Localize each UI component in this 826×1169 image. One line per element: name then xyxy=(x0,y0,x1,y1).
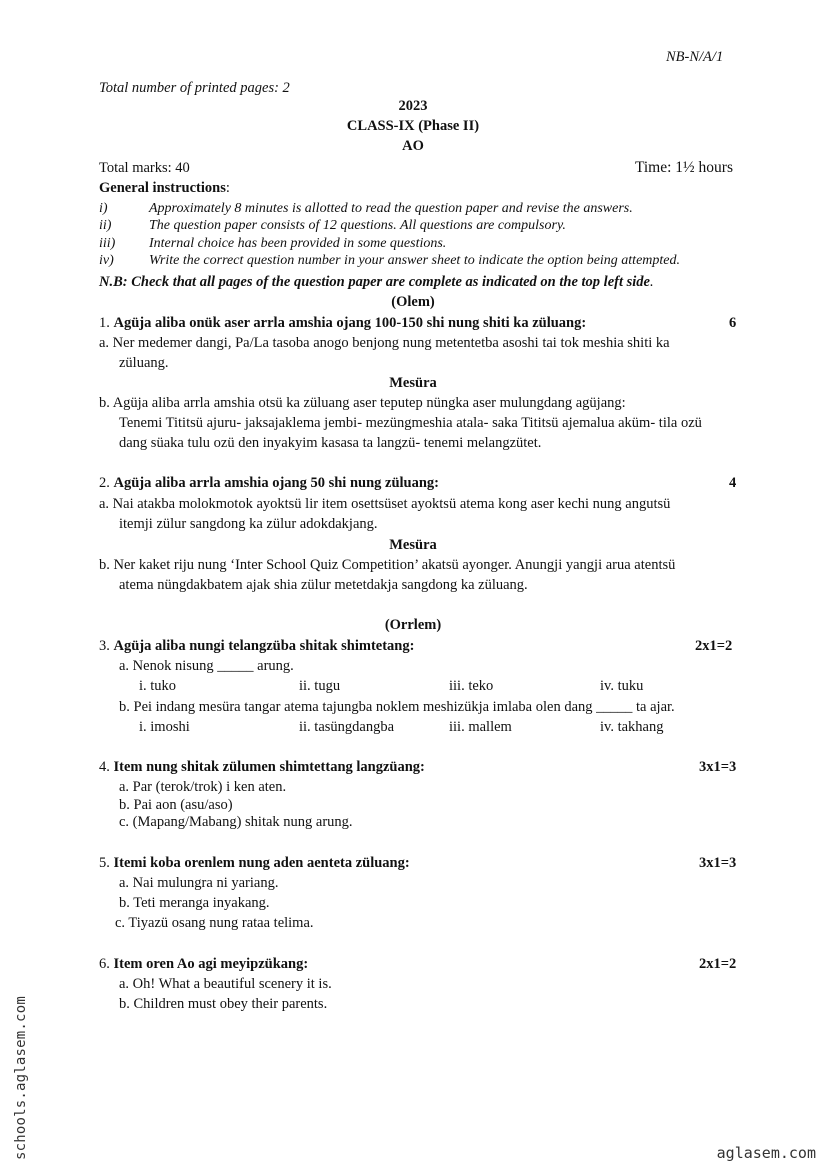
q5-item-b: b. Teti meranga inyakang. xyxy=(119,895,270,911)
q3-part-b: b. Pei indang mesüra tangar atema tajungba noklem meshizükja imlaba olen dang _____ ta ajar. xyxy=(119,699,675,715)
q4-marks: 3x1=3 xyxy=(699,759,737,775)
q1-option-b-line2: Tenemi Tititsü ajuru- jaksajaklema jembi- mezüngmeshia atala- saka Tititsü ajemalua aküm- tila ozü xyxy=(119,415,702,431)
instruction-4-text: Write the correct question number in your answer sheet to indicate the option being attempted. xyxy=(149,253,681,268)
q6-item-a: a. Oh! What a beautiful scenery it is. xyxy=(119,976,332,992)
q6-marks: 2x1=2 xyxy=(699,956,737,972)
q3-b-option-1: i. imoshi xyxy=(139,719,190,735)
nb-note: N.B: Check that all pages of the question paper are complete as indicated on the top left side. xyxy=(99,274,654,290)
q4-item-b: b. Pai aon (asu/aso) xyxy=(119,797,233,813)
q4-item-a: a. Par (terok/trok) i ken aten. xyxy=(119,779,287,795)
q5-stem: 5. Itemi koba orenlem nung aden aenteta züluang: xyxy=(99,855,410,871)
q3-a-option-1: i. tuko xyxy=(139,678,177,694)
printed-pages-note: Total number of printed pages: 2 xyxy=(99,80,290,96)
q3-marks: 2x1=2 xyxy=(695,638,733,654)
q5-item-c: c. Tiyazü osang nung rataa telima. xyxy=(115,915,314,931)
q1-stem: 1. Agüja aliba onük aser arrla amshia ojang 100-150 shi nung shiti ka züluang: xyxy=(99,315,587,331)
instruction-1-num: i) xyxy=(99,201,108,216)
corner-watermark: aglasem.com xyxy=(716,1144,816,1162)
paper-code: NB-N/A/1 xyxy=(666,49,724,65)
q3-a-option-2: ii. tugu xyxy=(299,678,341,694)
q4-stem: 4. Item nung shitak zülumen shimtettang langzüang: xyxy=(99,759,425,775)
exam-year: 2023 xyxy=(398,98,428,114)
subject-title: AO xyxy=(402,138,424,154)
q5-item-a: a. Nai mulungra ni yariang. xyxy=(119,875,279,891)
q4-item-c: c. (Mapang/Mabang) shitak nung arung. xyxy=(119,814,353,830)
q3-stem: 3. Agüja aliba nungi telangzüba shitak shimtetang: xyxy=(99,638,415,654)
q1-option-a-line1: a. Ner medemer dangi, Pa/La tasoba anogo benjong nung metentetba asoshi tai tok meshia shiti ka xyxy=(99,335,670,351)
class-title: CLASS-IX (Phase II) xyxy=(346,118,480,134)
q3-b-option-3: iii. mallem xyxy=(449,719,512,735)
side-watermark: schools.aglasem.com xyxy=(13,996,29,1160)
q1-option-b-line1: b. Agüja aliba arrla amshia otsü ka züluang aser teputep nüngka aser mulungdang agüjang: xyxy=(99,395,626,411)
instruction-1-text: Approximately 8 minutes is allotted to read the question paper and revise the answers. xyxy=(149,201,633,216)
q3-b-option-2: ii. tasüngdangba xyxy=(299,719,395,735)
q3-b-option-4: iv. takhang xyxy=(600,719,664,735)
q1-option-b-line3: dang süaka tulu ozü den inyakyim kasasa ta langzü- tenemi melangzütet. xyxy=(119,435,542,451)
q2-marks: 4 xyxy=(729,475,737,491)
q1-or-label: Mesüra xyxy=(389,375,437,391)
q1-marks: 6 xyxy=(729,315,737,331)
instruction-3-num: iii) xyxy=(99,236,116,251)
q6-item-b: b. Children must obey their parents. xyxy=(119,996,328,1012)
q2-stem: 2. Agüja aliba arrla amshia ojang 50 shi nung züluang: xyxy=(99,475,440,491)
instruction-3-text: Internal choice has been provided in some questions. xyxy=(149,236,447,251)
q3-part-a: a. Nenok nisung _____ arung. xyxy=(119,658,294,674)
q1-option-a-line2: züluang. xyxy=(119,355,169,371)
total-marks: Total marks: 40 xyxy=(99,160,190,176)
section-olem-heading: (Olem) xyxy=(391,294,435,310)
section-orrlem-heading: (Orrlem) xyxy=(384,617,442,633)
q2-or-label: Mesüra xyxy=(389,537,437,553)
q2-option-b-line1: b. Ner kaket riju nung ‘Inter School Quiz Competition’ akatsü ayonger. Anungji yangji arua atentsü xyxy=(99,557,676,573)
instruction-2-num: ii) xyxy=(99,218,112,233)
q2-option-b-line2: atema nüngdakbatem ajak shia zülur metetdakja sangdong ka züluang. xyxy=(119,577,528,593)
q3-a-option-3: iii. teko xyxy=(449,678,494,694)
q6-stem: 6. Item oren Ao agi meyipzükang: xyxy=(99,956,309,972)
q2-option-a-line2: itemji zülur sangdong ka zülur adokdakjang. xyxy=(119,516,378,532)
instructions-heading: General instructions: xyxy=(99,180,230,196)
q2-option-a-line1: a. Nai atakba molokmotok ayoktsü lir item osettsüset ayoktsü atema kong aser kechi nung angutsü xyxy=(99,496,671,512)
q5-marks: 3x1=3 xyxy=(699,855,737,871)
time-allowed: Time: 1½ hours xyxy=(634,159,733,176)
q3-a-option-4: iv. tuku xyxy=(600,678,644,694)
instruction-2-text: The question paper consists of 12 questions. All questions are compulsory. xyxy=(149,218,566,233)
instruction-4-num: iv) xyxy=(99,253,114,268)
